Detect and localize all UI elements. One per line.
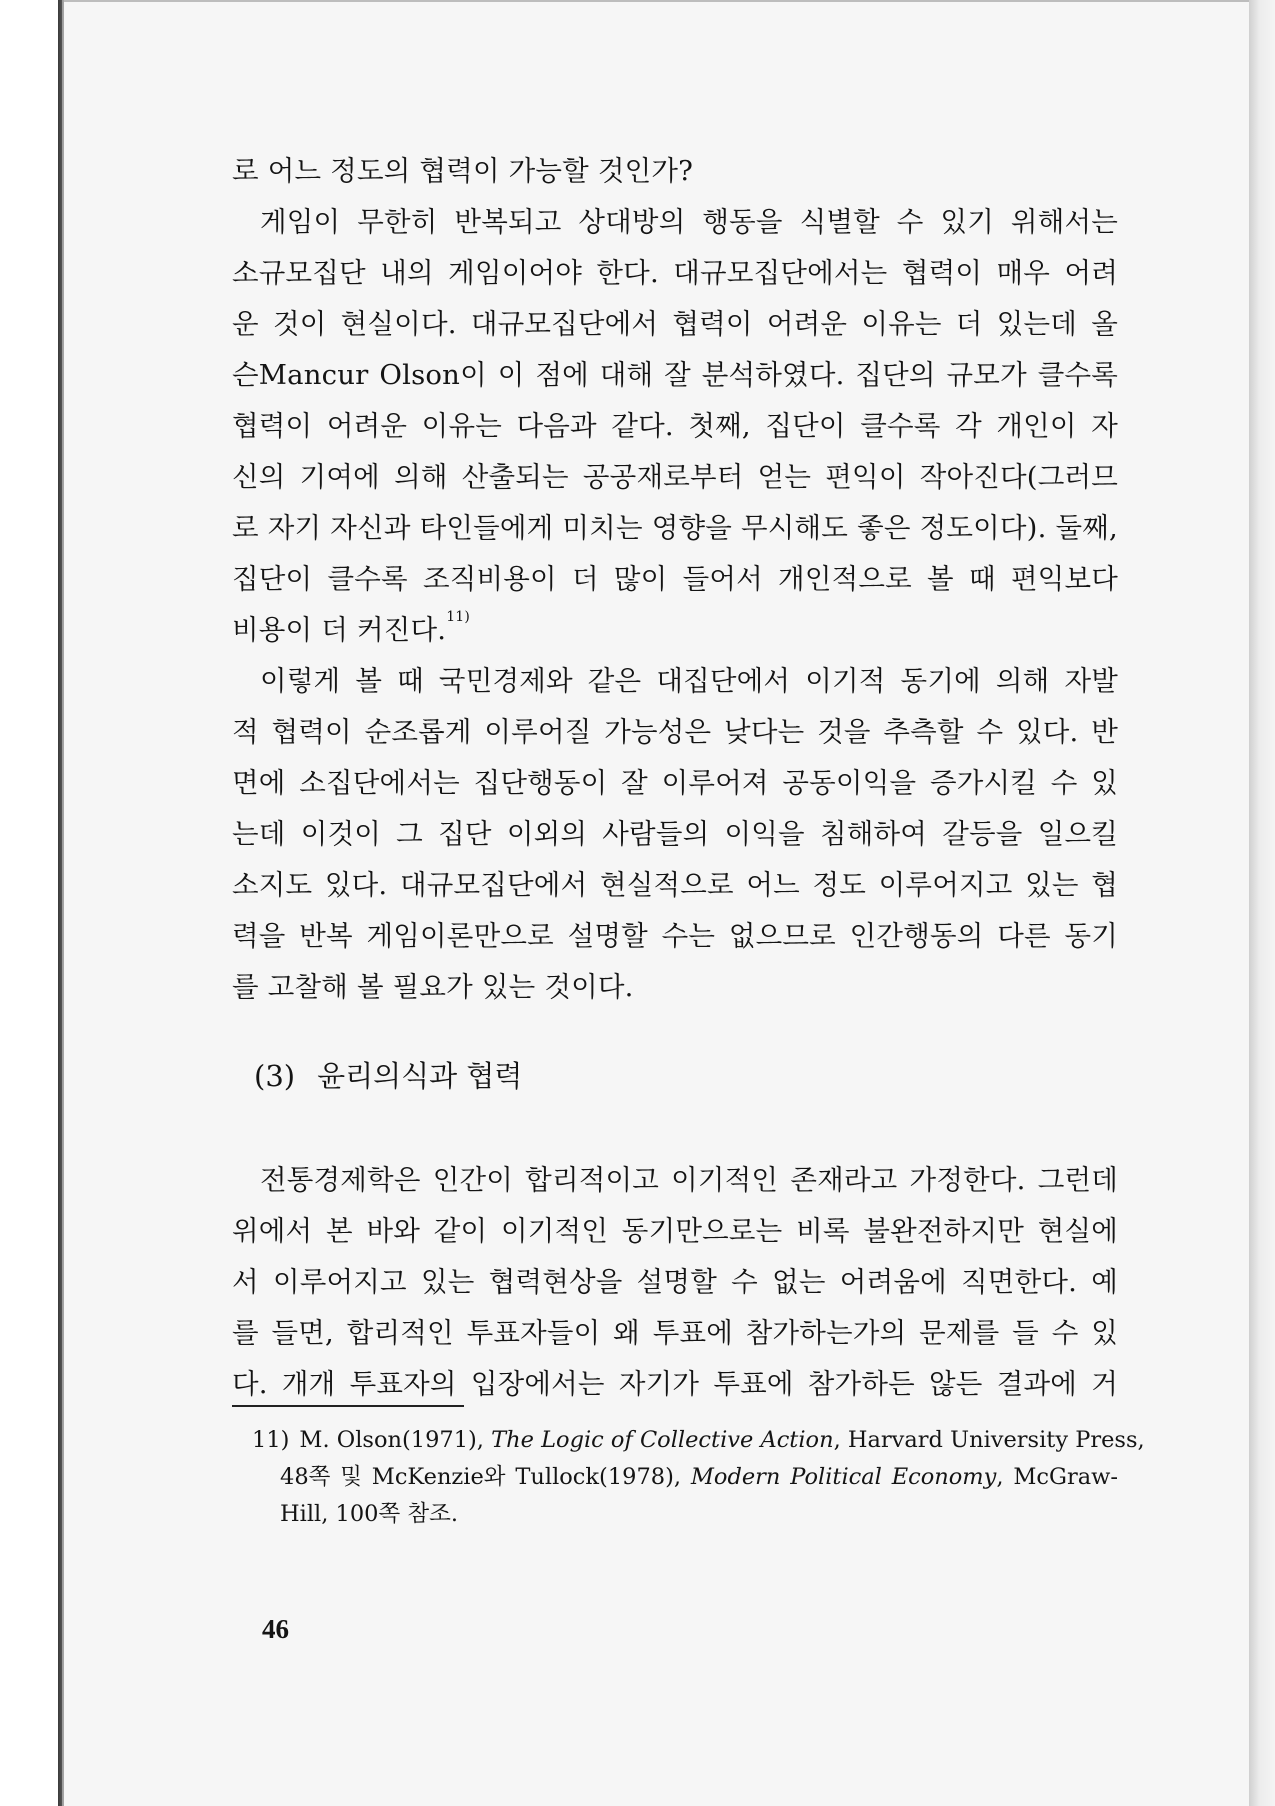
text-line: 슨Mancur Olson이 이 점에 대해 잘 분석하였다. 집단의 규모가 클수록	[232, 359, 1118, 391]
footnote-line: Hill, 100쪽 참조.	[280, 1501, 458, 1527]
footnote-number: 11)	[252, 1427, 290, 1453]
book-title: Modern Political Economy	[690, 1464, 997, 1490]
text-line: 소지도 있다. 대규모집단에서 현실적으로 어느 정도 이루어지고 있는 협	[232, 869, 1118, 901]
footnote	[252, 1422, 1145, 1533]
footnote-reference: 11)	[446, 609, 471, 625]
text-line: 면에 소집단에서는 집단행동이 잘 이루어져 공동이익을 증가시킬 수 있	[232, 767, 1118, 799]
page-number: 46	[262, 1614, 289, 1644]
text-line: 게임이 무한히 반복되고 상대방의 행동을 식별할 수 있기 위해서는	[260, 206, 1118, 238]
footnote-divider	[232, 1405, 464, 1407]
book-spine	[0, 0, 62, 1806]
text-line: 운 것이 현실이다. 대규모집단에서 협력이 어려운 이유는 더 있는데 올	[232, 308, 1118, 340]
body-text-bottom	[232, 1155, 1118, 1410]
text-line: 소규모집단 내의 게임이어야 한다. 대규모집단에서는 협력이 매우 어려	[232, 257, 1118, 289]
footnote-text: 48쪽 및 McKenzie와 Tullock(1978),	[280, 1464, 691, 1490]
text-line-with-footnote	[232, 605, 1118, 656]
footnote-line	[252, 1422, 1145, 1459]
text-line: 를 고찰해 볼 필요가 있는 것이다.	[232, 971, 634, 1003]
text-line: 다. 개개 투표자의 입장에서는 자기가 투표에 참가하든 않든 결과에 거	[232, 1368, 1118, 1400]
page-right-edge	[1249, 0, 1275, 1806]
text-line: 적 협력이 순조롭게 이루어질 가능성은 낮다는 것을 추측할 수 있다. 반	[232, 716, 1118, 748]
text-line: 로 자기 자신과 타인들에게 미치는 영향을 무시해도 좋은 정도이다). 둘째,	[232, 512, 1118, 544]
body-text-top	[232, 146, 1118, 1013]
text-line: 협력이 어려운 이유는 다음과 같다. 첫째, 집단이 클수록 각 개인이 자	[232, 410, 1118, 442]
footnote-text: M. Olson(1971),	[299, 1427, 492, 1453]
text-line: 로 어느 정도의 협력이 가능할 것인가?	[232, 155, 694, 187]
text-line: 집단이 클수록 조직비용이 더 많이 들어서 개인적으로 볼 때 편익보다	[232, 563, 1118, 595]
book-title: The Logic of Collective Action	[491, 1427, 834, 1453]
footnote-text: , Harvard University Press,	[833, 1427, 1145, 1453]
text-line: 이렇게 볼 때 국민경제와 같은 대집단에서 이기적 동기에 의해 자발	[260, 665, 1118, 697]
text-line: 서 이루어지고 있는 협력현상을 설명할 수 없는 어려움에 직면한다. 예	[232, 1266, 1118, 1298]
footnote-line	[252, 1459, 1118, 1496]
text-line: 를 들면, 합리적인 투표자들이 왜 투표에 참가하는가의 문제를 들 수 있	[232, 1317, 1118, 1349]
text-line: 전통경제학은 인간이 합리적이고 이기적인 존재라고 가정한다. 그런데	[260, 1164, 1118, 1196]
footnote-text: , McGraw-	[996, 1464, 1118, 1490]
text-line: 비용이 더 커진다.	[232, 614, 447, 646]
section-heading	[254, 1054, 522, 1095]
section-number: (3)	[254, 1059, 296, 1093]
section-title: 윤리의식과 협력	[317, 1059, 523, 1093]
text-line: 위에서 본 바와 같이 이기적인 동기만으로는 비록 불완전하지만 현실에	[232, 1215, 1118, 1247]
text-line: 는데 이것이 그 집단 이외의 사람들의 이익을 침해하여 갈등을 일으킬	[232, 818, 1118, 850]
text-line: 신의 기여에 의해 산출되는 공공재로부터 얻는 편익이 작아진다(그러므	[232, 461, 1118, 493]
text-line: 력을 반복 게임이론만으로 설명할 수는 없으므로 인간행동의 다른 동기	[232, 920, 1118, 952]
